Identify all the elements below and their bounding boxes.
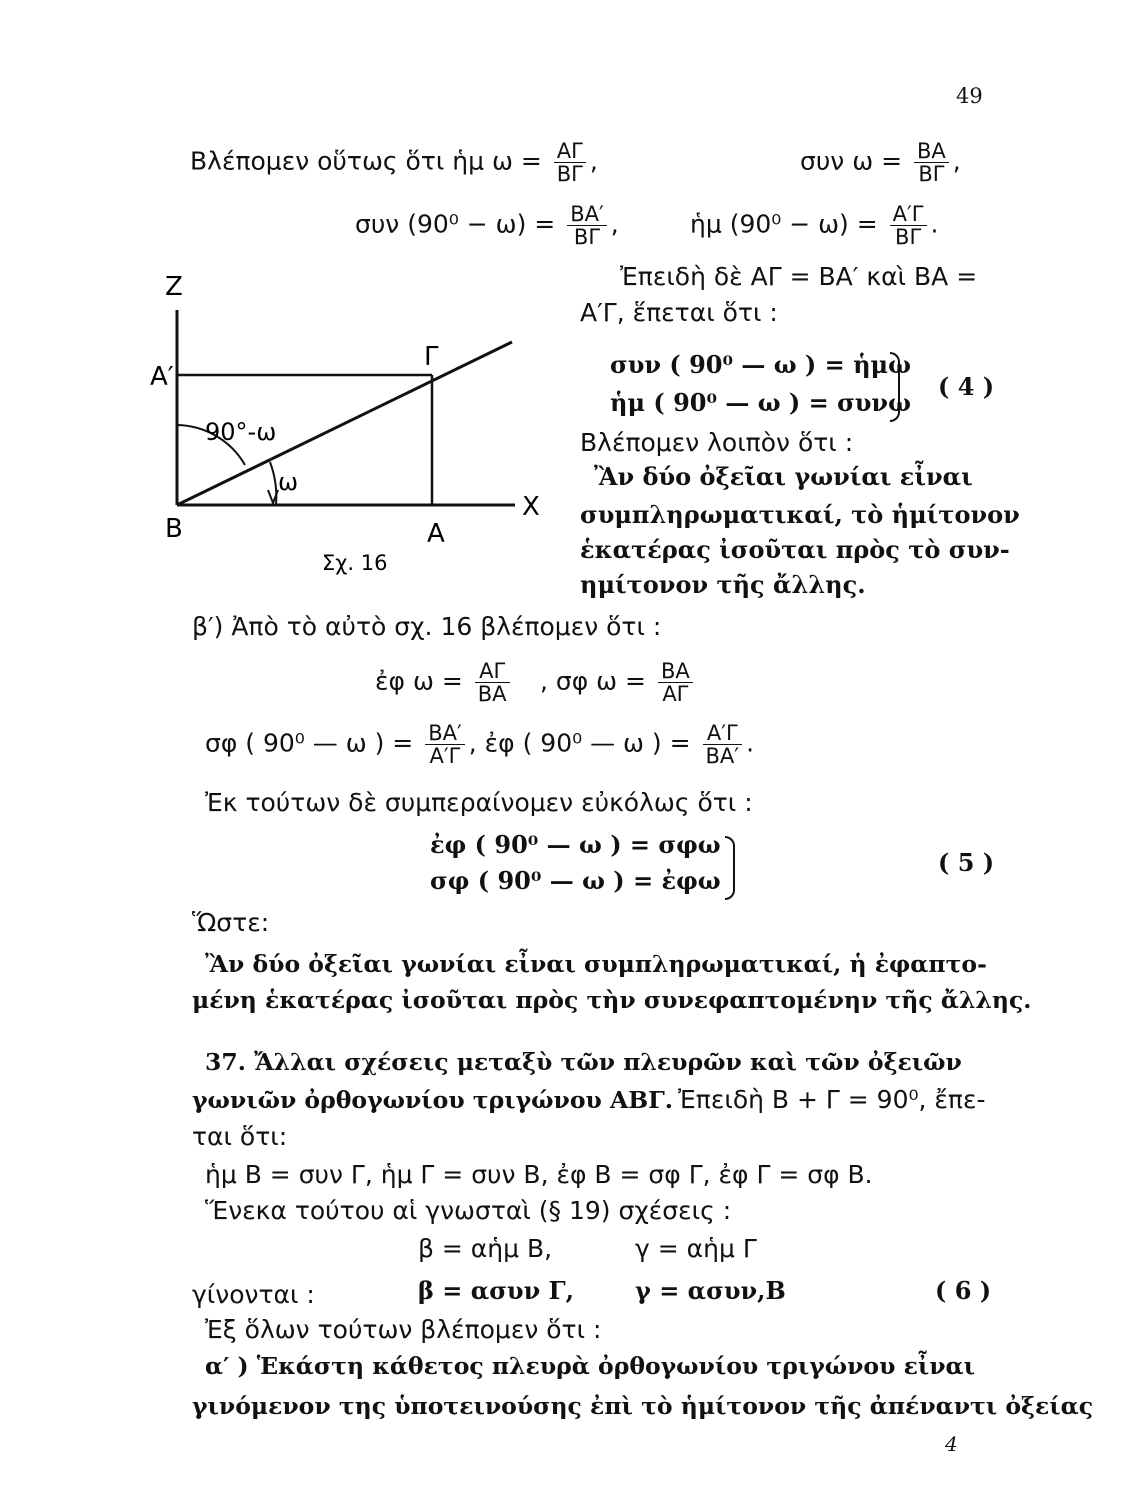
hence-label: Ὥστε: <box>192 908 270 937</box>
equation-6-label: ( 6 ) <box>935 1276 992 1305</box>
figure-caption: Σχ. 16 <box>322 551 388 575</box>
equation-5b: σφ ( 90⁰ — ω ) = ἐφω <box>430 866 721 895</box>
brace-5 <box>725 836 735 900</box>
known-relation-1: β = αἡμ Β, <box>418 1234 553 1263</box>
label-omega: ω <box>278 468 299 496</box>
rule2-line2: μένη ἑκατέρας ἰσοῦται πρὸς τὴν συνεφαπτομένην τῆς ἄλλης. <box>192 986 1032 1014</box>
rule1-line1: Ἂν δύο ὀξεῖαι γωνίαι εἶναι <box>594 462 973 491</box>
fraction-ba-prime-bg: $\frac{BA'}{B\Gamma}$ <box>567 203 607 248</box>
equation-5-label: ( 5 ) <box>938 848 995 877</box>
become-label: γίνονται : <box>192 1280 315 1309</box>
label-gamma: Γ <box>424 342 439 372</box>
fraction-ba-ag: $\frac{BA}{A\Gamma}$ <box>658 660 693 705</box>
label-x: Χ <box>522 492 540 522</box>
formula-line-3a: ἐφ ω = $\frac{A\Gamma}{BA}$ <box>375 660 514 705</box>
label-a: Α <box>427 519 445 549</box>
since-line-1: Ἐπειδὴ δὲ ΑΓ = ΒΑ′ καὶ ΒΑ = <box>620 262 978 291</box>
because-line: Ἕνεκα τούτου αἱ γνωσταὶ (§ 19) σχέσεις : <box>205 1196 732 1225</box>
known-relation-2: γ = αἡμ Γ <box>635 1234 757 1263</box>
section-37-line2: γωνιῶν ὀρθογωνίου τριγώνου ΑΒΓ. Ἐπειδὴ Β + Γ = 90⁰, ἔπε- <box>192 1085 986 1114</box>
formula-line-3b: , σφ ω = $\frac{BA}{A\Gamma}$ <box>540 660 697 705</box>
section-37-line3: ται ὅτι: <box>192 1122 288 1151</box>
brace-4 <box>890 352 900 422</box>
section-37-title: 37. Ἄλλαι σχέσεις μεταξὺ τῶν πλευρῶν καὶ τῶν ὀξειῶν <box>205 1048 962 1076</box>
formula-line-2b: ἡμ (90⁰ − ω) = $\frac{A'\Gamma}{B\Gamma}$ . <box>690 202 939 250</box>
formula-line-1: Βλέπομεν οὕτως ὅτι ἡμ ω = $\frac{A\Gamma}{B\Gamma}$ , <box>190 139 598 187</box>
rule1-line2: συμπληρωματικαί, τὸ ἡμίτονον <box>580 500 1020 529</box>
fraction-ag-ba: $\frac{A\Gamma}{BA}$ <box>475 660 510 705</box>
fraction-a-prime-g-ba-prime: $\frac{A'\Gamma}{BA'}$ <box>703 722 743 767</box>
rule1-line4: ημίτονον τῆς ἄλλης. <box>580 570 866 599</box>
since-line-2: Α′Γ, ἕπεται ὅτι : <box>580 298 778 327</box>
see-therefore: Βλέπομεν λοιπὸν ὅτι : <box>580 428 854 457</box>
figure-16 <box>150 265 560 585</box>
conclude-line: Ἐκ τούτων δὲ συμπεραίνομεν εὐκόλως ὅτι : <box>205 788 753 817</box>
equation-4a: συν ( 90⁰ — ω ) = ἡμω <box>610 350 911 379</box>
formula-line-4: σφ ( 90⁰ — ω ) = $\frac{BA'}{A'\Gamma}$ , ἐφ ( 90⁰ — ω ) = $\frac{A'\Gamma}{BA'}$ . <box>205 721 755 769</box>
formula-cos-omega: συν ω = $\frac{BA}{B\Gamma}$ , <box>800 139 961 187</box>
beta-intro: β′) Ἀπὸ τὸ αὐτὸ σχ. 16 βλέπομεν ὅτι : <box>192 612 662 641</box>
identities-line: ἡμ Β = συν Γ, ἡμ Γ = συν Β, ἐφ Β = σφ Γ, ἐφ Γ = σφ Β. <box>205 1160 873 1189</box>
equation-4-label: ( 4 ) <box>938 372 995 401</box>
fraction-ba-bg: $\frac{BA}{B\Gamma}$ <box>914 140 949 185</box>
label-b: Β <box>165 514 183 544</box>
fraction-a-prime-g-bg: $\frac{A'\Gamma}{B\Gamma}$ <box>890 203 927 248</box>
rule1-line3: ἑκατέρας ἰσοῦται πρὸς τὸ συν- <box>580 535 1010 564</box>
alpha-rule-line2: γινόμενον της ὑποτεινούσης ἐπὶ τὸ ἡμίτονον τῆς ἀπέναντι ὀξείας <box>192 1392 1094 1420</box>
page-number: 49 <box>956 84 983 108</box>
fraction-ba-prime-a-prime-g: $\frac{BA'}{A'\Gamma}$ <box>425 722 465 767</box>
equation-5a: ἐφ ( 90⁰ — ω ) = σφω <box>430 830 721 859</box>
footer-signature-mark: 4 <box>945 1432 958 1456</box>
label-a-prime: Α′ <box>150 362 174 392</box>
alpha-rule-line1: α′ ) Ἑκάστη κάθετος πλευρὰ ὀρθογωνίου τριγώνου εἶναι <box>205 1352 975 1380</box>
line1-intro: Βλέπομεν οὕτως ὅτι ἡμ ω = <box>190 146 542 176</box>
label-angle-90-omega: 90°-ω <box>205 418 277 446</box>
formula-line-2a: συν (90⁰ − ω) = $\frac{BA'}{B\Gamma}$ , <box>355 202 619 250</box>
label-z: Z <box>165 272 183 302</box>
from-all-line: Ἐξ ὅλων τούτων βλέπομεν ὅτι : <box>205 1315 602 1344</box>
equation-4b: ἡμ ( 90⁰ — ω ) = συνω <box>610 388 911 417</box>
equation-6a: β = ασυν Γ, <box>418 1276 574 1305</box>
equation-6b: γ = ασυν,Β <box>635 1276 786 1305</box>
fraction-ag-bg: $\frac{A\Gamma}{B\Gamma}$ <box>554 140 586 185</box>
rule2-line1: Ἂν δύο ὀξεῖαι γωνίαι εἶναι συμπληρωματικαί, ἡ ἐφαπτο- <box>205 950 987 978</box>
